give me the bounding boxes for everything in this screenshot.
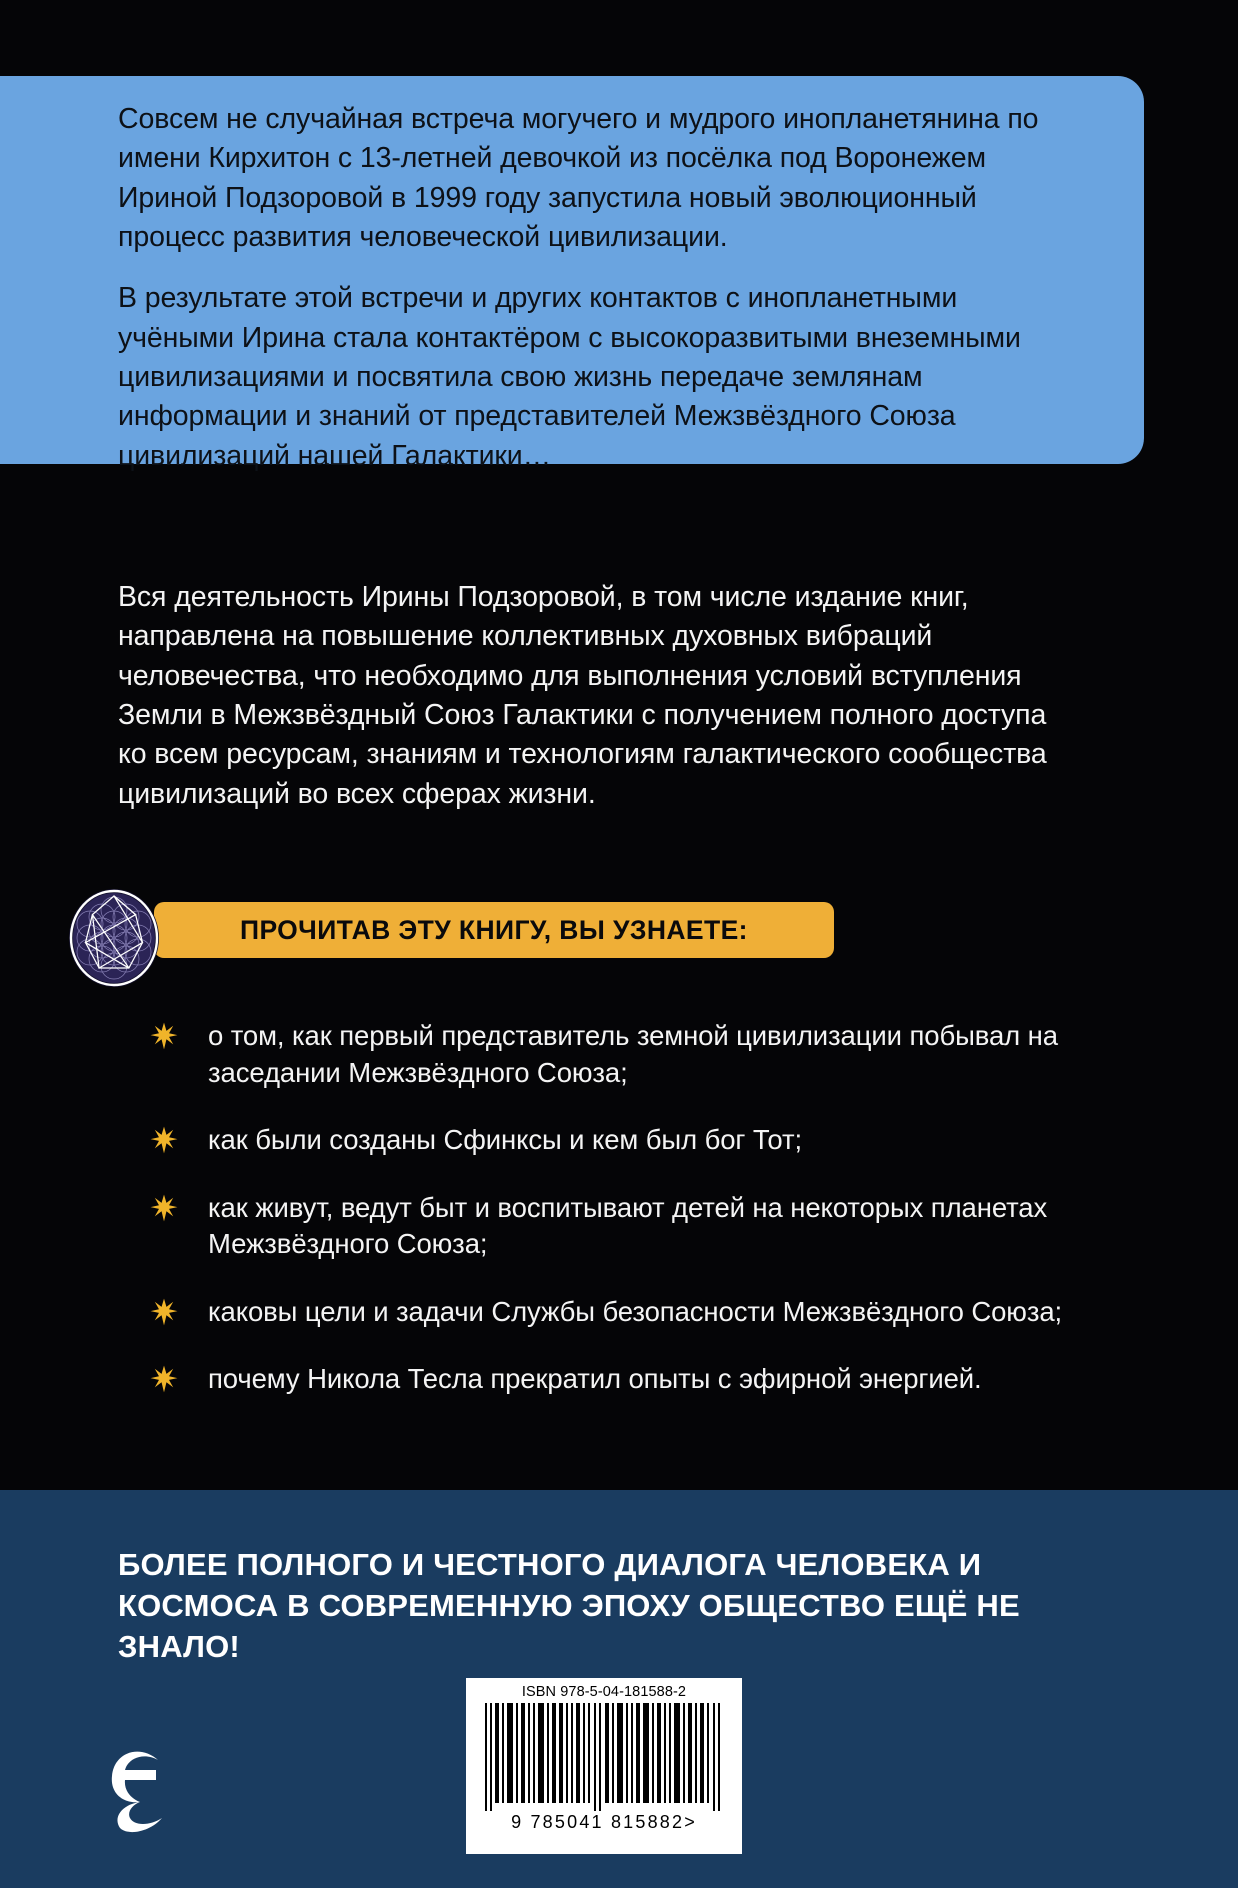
list-item-text: о том, как первый представитель земной цивилизации побывал на заседании Межзвёздного Союза; <box>208 1020 1058 1088</box>
list-item-text: как были созданы Сфинксы и кем был бог Тот; <box>208 1124 803 1156</box>
bottom-navy-block <box>0 1490 1238 1888</box>
heptagram-flower-of-life-emblem-icon <box>66 886 162 990</box>
list-item <box>150 1122 1070 1159</box>
star-burst-icon <box>150 1194 178 1222</box>
tagline: БОЛЕЕ ПОЛНОГО И ЧЕСТНОГО ДИАЛОГА ЧЕЛОВЕКА И КОСМОСА В СОВРЕМЕННУЮ ЭПОХУ ОБЩЕСТВО ЕЩЁ НЕ ЗНАЛО! <box>118 1547 1020 1665</box>
eksmo-logo <box>106 1742 174 1834</box>
barcode-digits <box>511 1812 697 1833</box>
star-burst-icon <box>150 1298 178 1326</box>
synopsis-paragraph-2: В результате этой встречи и других контактов с инопланетными учёными Ирина стала контактёром с высокоразвитыми внеземными цивилизациями и посвятила свою жизнь передаче землянам информации и знаний от представителей Межзвёздного Союза цивилизаций нашей Галактики… <box>118 282 1021 472</box>
list-item <box>150 1361 1070 1398</box>
star-burst-icon <box>150 1365 178 1393</box>
list-item <box>150 1018 1070 1091</box>
list-item-text: каковы цели и задачи Службы безопасности Межзвёздного Союза; <box>208 1295 1063 1327</box>
list-item <box>150 1294 1070 1331</box>
isbn-text: ISBN 978-5-04-181588-2 <box>521 1684 687 1700</box>
mission-paragraph: Вся деятельность Ирины Подзоровой, в том числе издание книг, направлена на повышение коллективных духовных вибраций человечества, что необходимо для выполнения условий вступления Земли в Межзвёздный Союз Галактики с получением полного доступа ко всем ресурсам, знаниям и технологиям галактического сообщества цивилизаций во всех сферах жизни. <box>118 581 1047 810</box>
barcode-number: 9 785041 815882 <box>511 1812 685 1832</box>
synopsis-paragraph-1: Совсем не случайная встреча могучего и мудрого инопланетянина по имени Кирхитон с 13-летней девочкой из посёлка под Воронежем Ириной Подзоровой в 1999 году запустила новый эволюционный процесс развития человеческой цивилизации. <box>118 103 1039 253</box>
star-burst-icon <box>150 1126 178 1154</box>
list-item <box>150 1190 1070 1263</box>
blue-synopsis-panel <box>0 76 1144 472</box>
banner-label: ПРОЧИТАВ ЭТУ КНИГУ, ВЫ УЗНАЕТЕ: <box>240 914 748 945</box>
star-burst-icon <box>150 1022 178 1050</box>
list-item-text: почему Никола Тесла прекратил опыты с эфирной энергией. <box>208 1363 982 1395</box>
list-item-text: как живут, ведут быт и воспитывают детей на некоторых планетах Межзвёздного Союза; <box>208 1191 1048 1260</box>
orange-banner <box>154 902 834 958</box>
barcode-suffix: > <box>684 1812 697 1832</box>
barcode-block <box>466 1678 742 1854</box>
barcode-bars <box>481 1703 727 1811</box>
section-header-row <box>66 886 966 970</box>
highlights-list <box>150 1018 1070 1398</box>
